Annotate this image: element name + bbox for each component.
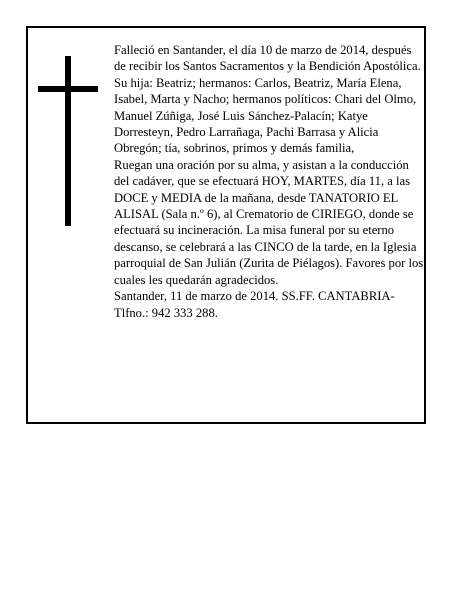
notice-body [114, 42, 424, 321]
signature-paragraph: Santander, 11 de marzo de 2014. SS.FF. CANTABRIA-Tlfno.: 942 333 288. [114, 289, 395, 320]
death-announcement-paragraph: Falleció en Santander, el día 10 de marzo de 2014, después de recibir los Santos Sacramentos y la Bendición Apostólica. [114, 43, 421, 74]
family-paragraph: Su hija: Beatriz; hermanos: Carlos, Beatriz, María Elena, Isabel, Marta y Nacho; hermanos políticos: Chari del Olmo, Manuel Zúñiga, José Luis Sánchez-Palacín; Katye Dorresteyn, Pedro Larrañaga, Pachi Barrasa y Alicia Obregón; tía, sobrinos, primos y demás familia, [114, 75, 417, 156]
funeral-details-paragraph: Ruegan una oración por su alma, y asistan a la conducción del cadáver, que se efectuará HOY, MARTES, día 11, a las DOCE y MEDIA de la mañana, desde TANATORIO EL ALISAL (Sala n.º 6), al Crematorio de CIRIEGO, donde se efectuará su incineración. La misa funeral por su eterno descanso, se celebrará a las CINCO de la tarde, en la Iglesia parroquial de San Julián (Zurita de Piélagos). Favores por los cuales les quedarán agradecidos. [114, 157, 424, 287]
cross-icon [38, 56, 98, 226]
obituary-notice [26, 26, 426, 424]
cross-vertical-bar [65, 56, 71, 226]
cross-horizontal-bar [38, 86, 98, 92]
